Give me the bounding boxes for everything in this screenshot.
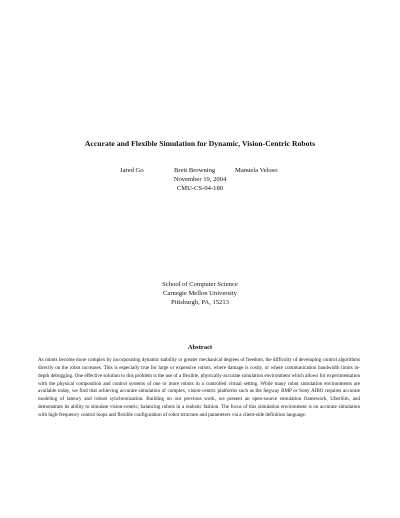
abstract-text: As robots become more complex by incorporating dynamic stability or greater mechanical degrees of freedom, the difficulty of developing control algorithms directly on the robot increases. This is especially true for large or expensive robots, where damage is costly, or where communication bandwidth limits in-depth debugging. One effective solution to this problem is the use of a flexible, physically-accurate simulation environment which allows for experimentation with the physical composition and control systems of one or more robots in a controlled virtual setting. While many robot simulation environments are available today, we find that achieving accurate simulation of complex, vision-centric platforms such as the Segway RMP or Sony AIBO requires accurate modeling of latency and robust synchronization. Building on our previous work, we present an open-source simulation framework, UberSim, and demonstrate its ability to simulate vision-centric, balancing robots in a realistic fashion. The focus of this simulation environment is on accurate simulation with high-frequency control loops and flexible configuration of robot structure and parameters via a client-side definition language. [38, 357, 360, 418]
author-name: Jared Go [120, 167, 144, 174]
publication-date: November 19, 2004 [173, 176, 227, 183]
institution-block [0, 281, 400, 307]
university-name: Carnegie Mellon University [163, 289, 237, 297]
author-name: Manuela Veloso [235, 167, 278, 174]
location: Pittsburgh, PA, 15213 [171, 298, 229, 306]
paper-title: Accurate and Flexible Simulation for Dynamic, Vision-Centric Robots [84, 139, 316, 148]
school-name: School of Computer Science [162, 281, 238, 288]
abstract-heading: Abstract [187, 344, 213, 351]
report-number: CMU-CS-04-180 [176, 185, 224, 192]
author-name: Brett Browning [174, 167, 216, 174]
